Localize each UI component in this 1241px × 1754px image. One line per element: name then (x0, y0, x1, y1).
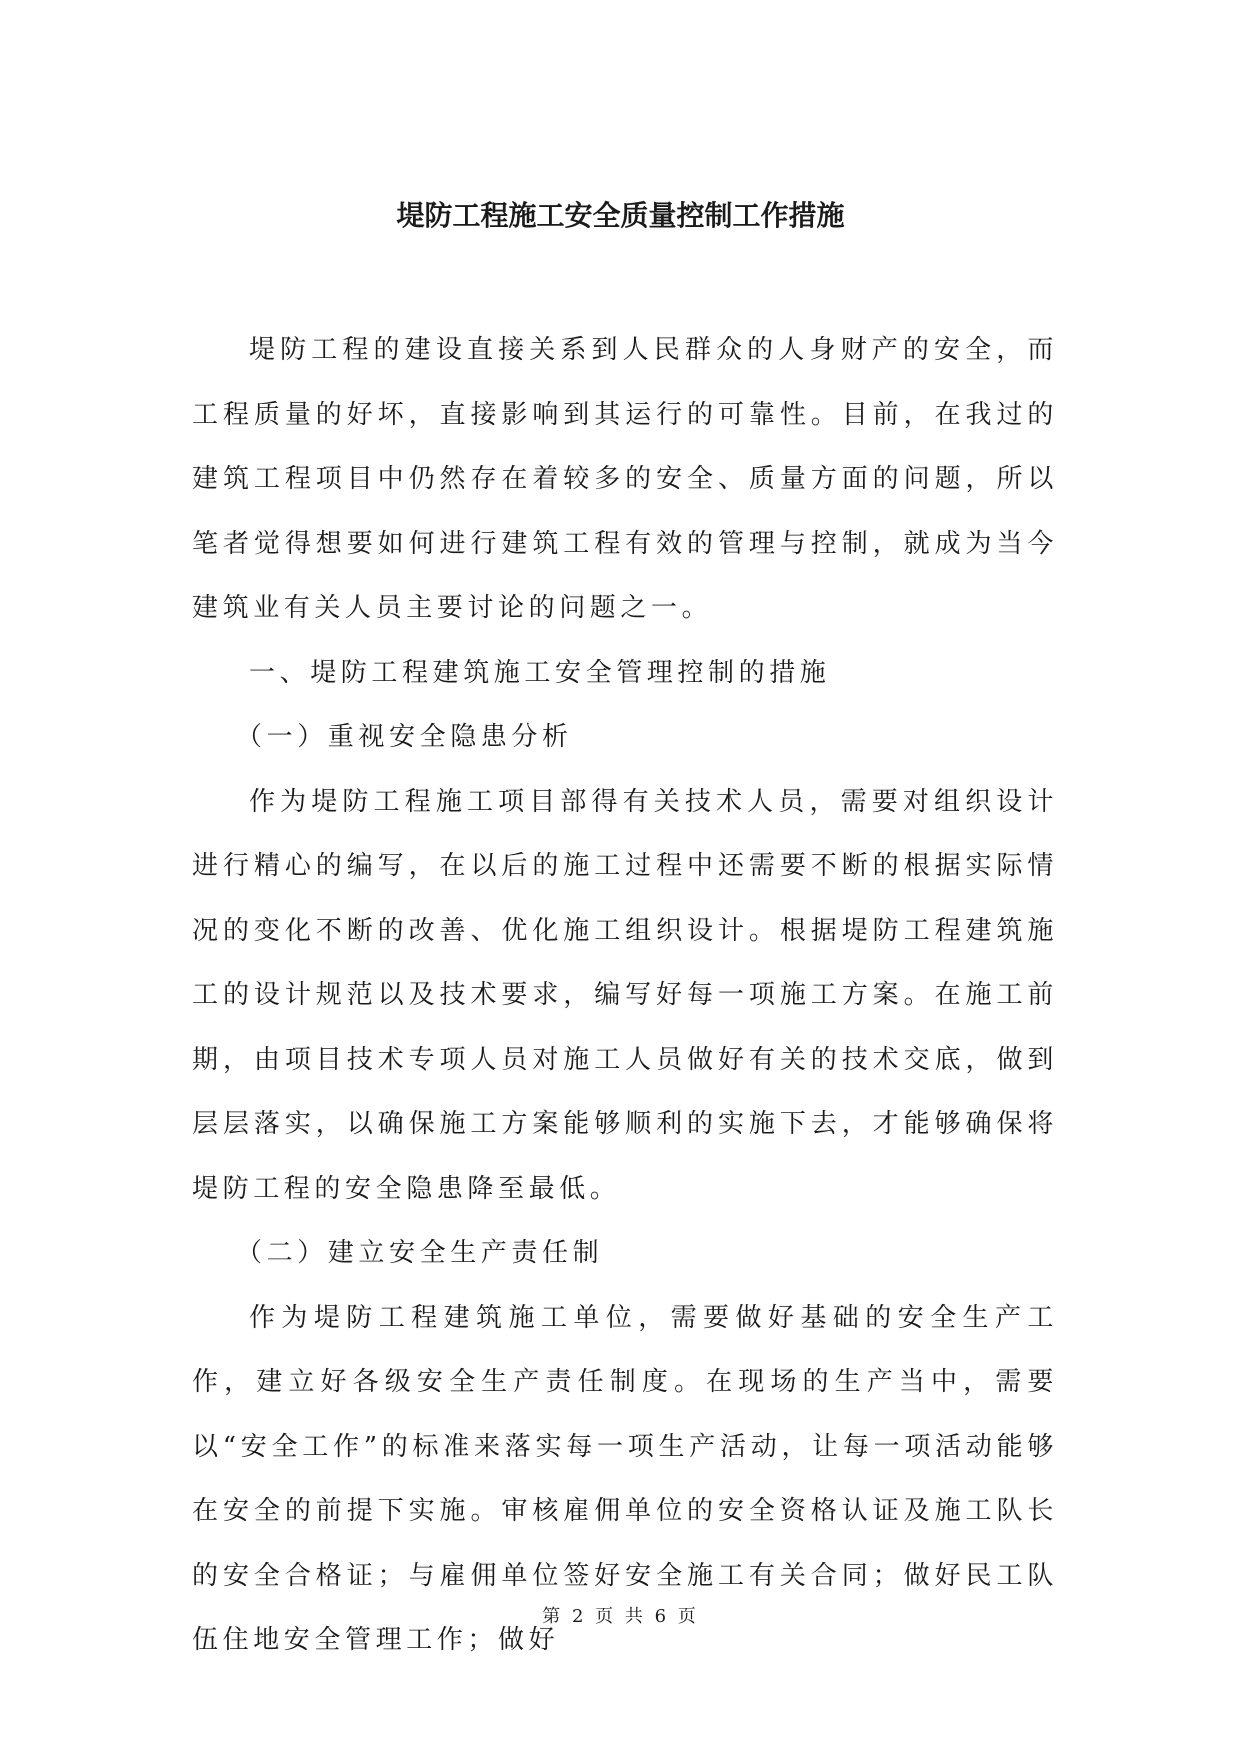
body-paragraph-2: 作为堤防工程建筑施工单位，需要做好基础的安全生产工作，建立好各级安全生产责任制度。在现场的生产当中，需要以“安全工作”的标准来落实每一项生产活动，让每一项活动能够在安全的前提下实施。审核雇佣单位的安全资格认证及施工队长的安全合格证；与雇佣单位签好安全施工有关合同；做好民工队伍住地安全管理工作；做好 (192, 1302, 1058, 1655)
page-number-footer: 第 2 页 共 6 页 (542, 1606, 699, 1627)
intro-paragraph: 堤防工程的建设直接关系到人民群众的人身财产的安全，而工程质量的好坏，直接影响到其运行的可靠性。目前，在我过的建筑工程项目中仍然存在着较多的安全、质量方面的问题，所以笔者觉得想要如何进行建筑工程有效的管理与控制，就成为当今建筑业有关人员主要讨论的问题之一。 (192, 335, 1058, 623)
body-paragraph-1: 作为堤防工程施工项目部得有关技术人员，需要对组织设计进行精心的编写，在以后的施工过程中还需要不断的根据实际情况的变化不断的改善、优化施工组织设计。根据堤防工程建筑施工的设计规范以及技术要求，编写好每一项施工方案。在施工前期，由项目技术专项人员对施工人员做好有关的技术交底，做到层层落实，以确保施工方案能够顺利的实施下去，才能够确保将堤防工程的安全隐患降至最低。 (192, 786, 1058, 1204)
section-heading-1: 一、堤防工程建筑施工安全管理控制的措施 (249, 657, 831, 688)
subsection-heading-2: （二）建立安全生产责任制 (236, 1238, 604, 1268)
document-title: 堤防工程施工安全质量控制工作措施 (396, 199, 845, 232)
subsection-heading-1: （一）重视安全隐患分析 (236, 722, 573, 752)
document-body (192, 318, 1058, 1673)
